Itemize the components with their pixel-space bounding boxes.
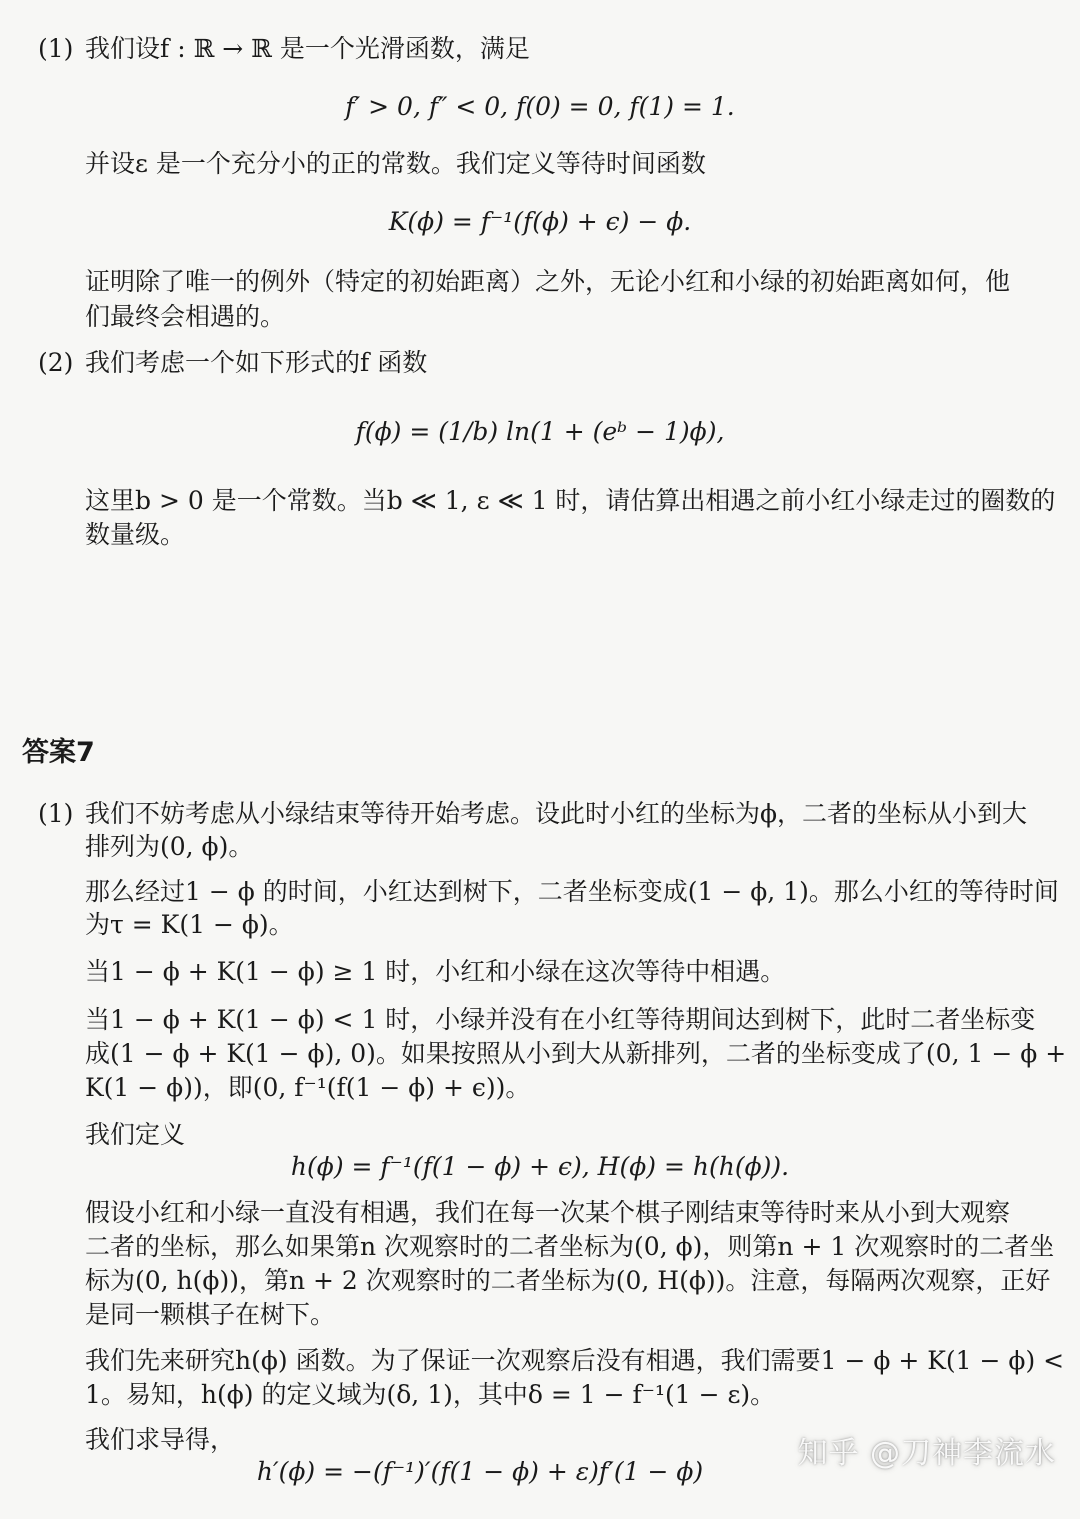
f-definition-formula: f(ϕ) = (1/b) ln(1 + (eᵇ − 1)ϕ), (355, 417, 725, 446)
waiting-time-formula: K(ϕ) = f⁻¹(f(ϕ) + ϵ) − ϕ. (388, 207, 692, 236)
problem-1-text: 我们设f : ℝ → ℝ 是一个光滑函数，满足 (85, 34, 530, 63)
h-derivative-formula: h′(ϕ) = −(f⁻¹)′(f(1 − ϕ) + ε)f′(1 − ϕ) (256, 1457, 704, 1486)
problem-2-number: (2) (38, 348, 74, 377)
answer-text: 是同一颗棋子在树下。 (85, 1300, 336, 1329)
answer-text: 成(1 − ϕ + K(1 − ϕ), 0)。如果按照从小到大从新排列，二者的坐标变成了(0, 1 − ϕ + (85, 1039, 1067, 1068)
answer-text: 假设小红和小绿一直没有相遇，我们在每一次某个棋子刚结束等待时来从小到大观察 (85, 1198, 1011, 1227)
problem-2-text: 这里b > 0 是一个常数。当b ≪ 1, ε ≪ 1 时，请估算出相遇之前小红小绿走过的圈数的 (85, 486, 1056, 515)
answer-text: 二者的坐标，那么如果第n 次观察时的二者坐标为(0, ϕ)，则第n + 1 次观察时的二者坐 (85, 1232, 1055, 1261)
answer-text: 我们求导得， (85, 1425, 236, 1454)
answer-text: 当1 − ϕ + K(1 − ϕ) ≥ 1 时，小红和小绿在这次等待中相遇。 (85, 957, 786, 986)
problem-1-text: 证明除了唯一的例外（特定的初始距离）之外，无论小红和小绿的初始距离如何，他 (85, 267, 1011, 296)
answer-text: 1。易知，h(ϕ) 的定义域为(δ, 1)，其中δ = 1 − f⁻¹(1 − ε)。 (85, 1380, 776, 1409)
answer-text: 当1 − ϕ + K(1 − ϕ) < 1 时，小绿并没有在小红等待期间达到树下，此时二者坐标变 (85, 1005, 1036, 1034)
answer-text: 标为(0, h(ϕ))，第n + 2 次观察时的二者坐标为(0, H(ϕ))。注意，每隔两次观察，正好 (85, 1266, 1051, 1295)
zhihu-watermark: 知乎 @刀神李流水 (797, 1436, 1056, 1471)
answer-text: 我们定义 (85, 1120, 186, 1149)
answer-text: 我们不妨考虑从小绿结束等待开始考虑。设此时小红的坐标为ϕ，二者的坐标从小到大 (85, 799, 1028, 828)
answer-text: 为τ = K(1 − ϕ)。 (85, 910, 294, 939)
problem-1-text: 们最终会相遇的。 (85, 302, 286, 331)
problem-1-number: (1) (38, 34, 74, 63)
problem-2-text: 我们考虑一个如下形式的f 函数 (85, 348, 428, 377)
problem-1-conditions-formula: f′ > 0, f″ < 0, f(0) = 0, f(1) = 1. (345, 92, 735, 121)
problem-2-text: 数量级。 (85, 520, 186, 549)
answer-text: K(1 − ϕ))，即(0, f⁻¹(f(1 − ϕ) + ϵ))。 (85, 1073, 531, 1102)
answer-heading: 答案7 (22, 737, 95, 768)
problem-1-text: 并设ε 是一个充分小的正的常数。我们定义等待时间函数 (85, 149, 706, 178)
answer-text: 我们先来研究h(ϕ) 函数。为了保证一次观察后没有相遇，我们需要1 − ϕ + K(1 − ϕ) < (85, 1346, 1065, 1375)
answer-text: 那么经过1 − ϕ 的时间，小红达到树下，二者坐标变成(1 − ϕ, 1)。那么小红的等待时间 (85, 877, 1059, 906)
answer-number: (1) (38, 799, 74, 828)
answer-text: 排列为(0, ϕ)。 (85, 832, 254, 861)
h-definition-formula: h(ϕ) = f⁻¹(f(1 − ϕ) + ϵ), H(ϕ) = h(h(ϕ)). (290, 1152, 790, 1181)
